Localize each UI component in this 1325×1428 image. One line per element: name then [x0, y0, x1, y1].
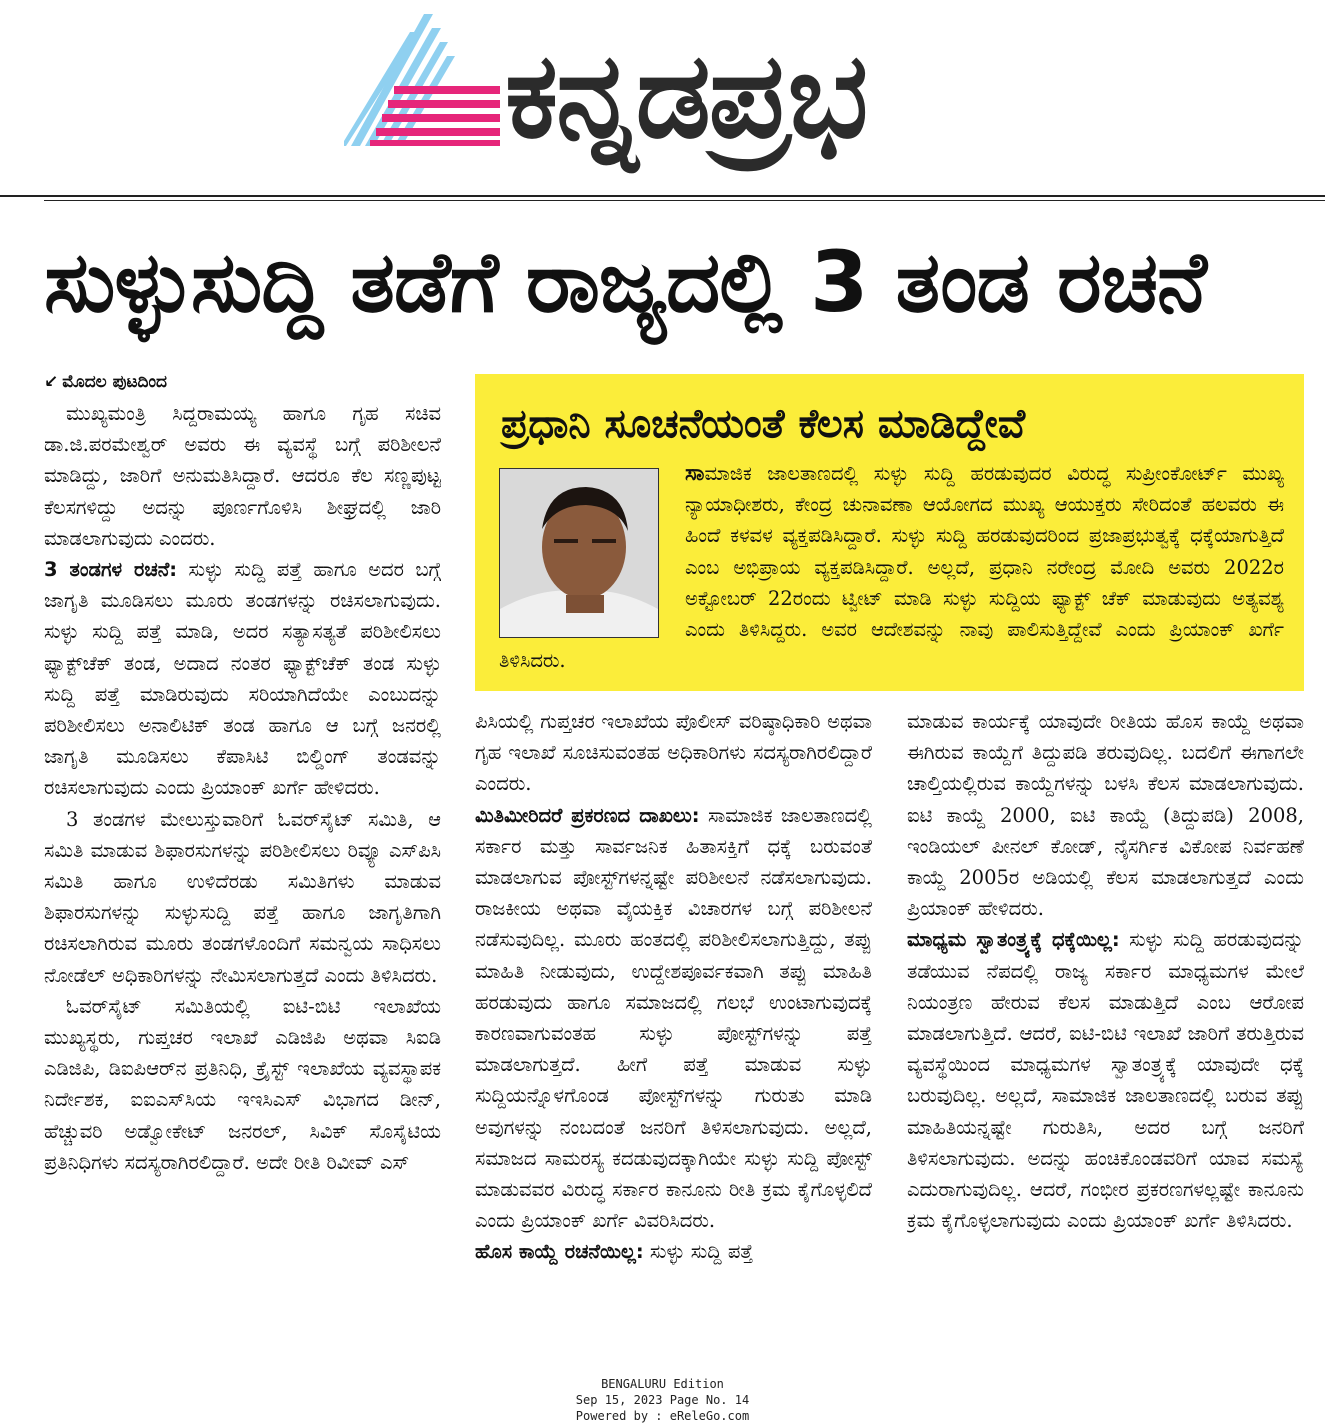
- paragraph: ಪಿಸಿಯಲ್ಲಿ ಗುಪ್ತಚರ ಇಲಾಖೆಯ ಪೊಲೀಸ್ ವರಿಷ್ಠಾಧಿಕಾರಿ ಅಥವಾ ಗೃಹ ಇಲಾಖೆ ಸೂಚಿಸುವಂತಹ ಅಧಿಕಾರಿಗಳು ಸದಸ್ಯರಾಗಿರಲಿದ್ದಾರೆ ಎಂದರು.: [475, 710, 872, 796]
- masthead-rule: [0, 195, 1325, 197]
- headline: ಸುಳ್ಳುಸುದ್ದಿ ತಡೆಗೆ ರಾಜ್ಯದಲ್ಲಿ 3 ತಂಡ ರಚನೆ: [44, 233, 1207, 331]
- subheading: ಮಿತಿಮೀರಿದರೆ ಪ್ರಕರಣದ ದಾಖಲು:: [475, 803, 700, 827]
- paragraph: ಮುಖ್ಯಮಂತ್ರಿ ಸಿದ್ದರಾಮಯ್ಯ ಹಾಗೂ ಗೃಹ ಸಚಿವ ಡಾ.ಜಿ.ಪರಮೇಶ್ವರ್ ಅವರು ಈ ವ್ಯವಸ್ಥೆ ಬಗ್ಗೆ ಪರಿಶೀಲನೆ ಮಾಡಿದ್ದು, ಜಾರಿಗೆ ಅನುಮತಿಸಿದ್ದಾರೆ. ಆದರೂ ಕೆಲ ಸಣ್ಣಪುಟ್ಟ ಕೆಲಸಗಳಿದ್ದು ಅದನ್ನು ಪೂರ್ಣಗೊಳಿಸಿ ಶೀಘ್ರದಲ್ಲಿ ಜಾರಿ ಮಾಡಲಾಗುವುದು ಎಂದರು.: [44, 402, 441, 550]
- article-column-3: [907, 706, 1304, 1368]
- edition-label: BENGALURU Edition: [601, 1377, 724, 1391]
- sidebar-box: [475, 374, 1304, 691]
- powered-by-label: Powered by : eReleGo.com: [575, 1409, 750, 1423]
- date-page-label: Sep 15, 2023 Page No. 14: [575, 1393, 750, 1407]
- continued-label: ↙ ಮೊದಲ ಪುಟದಿಂದ: [44, 368, 441, 396]
- paragraph: ಹೊಸ ಕಾಯ್ದೆ ರಚನೆಯಿಲ್ಲ: ಸುಳ್ಳು ಸುದ್ದಿ ಪತ್ತೆ: [475, 1240, 754, 1264]
- subheading: 3 ತಂಡಗಳ ರಚನೆ:: [44, 558, 178, 582]
- masthead: [0, 0, 1325, 190]
- paragraph: 3 ತಂಡಗಳ ರಚನೆ: ಸುಳ್ಳು ಸುದ್ದಿ ಪತ್ತೆ ಹಾಗೂ ಅದರ ಬಗ್ಗೆ ಜಾಗೃತಿ ಮೂಡಿಸಲು ಮೂರು ತಂಡಗಳನ್ನು ರಚಿಸಲಾಗುವುದು. ಸುಳ್ಳು ಸುದ್ದಿ ಪತ್ತೆ ಮಾಡಿ, ಅದರ ಸತ್ಯಾಸತ್ಯತೆ ಪರಿಶೀಲಿಸಲು ಫ್ಯಾಕ್ಟ್‌ಚೆಕ್ ತಂಡ, ಅದಾದ ನಂತರ ಫ್ಯಾಕ್ಟ್‌ಚೆಕ್ ತಂಡ ಸುಳ್ಳು ಸುದ್ದಿ ಪತ್ತೆ ಮಾಡಿರುವುದು ಸರಿಯಾಗಿದೆಯೇ ಎಂಬುದನ್ನು ಪರಿಶೀಲಿಸಲು ಅನಾಲಿಟಿಕ್ ತಂಡ ಹಾಗೂ ಆ ಬಗ್ಗೆ ಜನರಲ್ಲಿ ಜಾಗೃತಿ ಮೂಡಿಸಲು ಕೆಪಾಸಿಟಿ ಬಿಲ್ಡಿಂಗ್ ತಂಡವನ್ನು ರಚಿಸಲಾಗುವುದು ಎಂದು ಪ್ರಿಯಾಂಕ್ ಖರ್ಗೆ ಹೇಳಿದರು.: [44, 558, 441, 800]
- subheading: ಮಾಧ್ಯಮ ಸ್ವಾತಂತ್ರ್ಯಕ್ಕೆ ಧಕ್ಕೆಯಿಲ್ಲ:: [907, 928, 1120, 952]
- paragraph: 3 ತಂಡಗಳ ಮೇಲುಸ್ತುವಾರಿಗೆ ಓವರ್‌ಸೈಟ್ ಸಮಿತಿ, ಆ ಸಮಿತಿ ಮಾಡುವ ಶಿಫಾರಸುಗಳನ್ನು ಪರಿಶೀಲಿಸಲು ರಿವ್ಯೂ ಎಸ್‌ಪಿಸಿ ಸಮಿತಿ ಹಾಗೂ ಉಳಿದೆರಡು ಸಮಿತಿಗಳು ಮಾಡುವ ಶಿಫಾರಸುಗಳನ್ನು ಸುಳ್ಳುಸುದ್ದಿ ಪತ್ತೆ ಹಾಗೂ ಜಾಗೃತಿಗಾಗಿ ರಚಿಸಲಾಗಿರುವ ಮೂರು ತಂಡಗಳೊಂದಿಗೆ ಸಮನ್ವಯ ಸಾಧಿಸಲು ನೋಡೆಲ್ ಅಧಿಕಾರಿಗಳನ್ನು ನೇಮಿಸಲಾಗುತ್ತದೆ ಎಂದು ತಿಳಿಸಿದರು.: [44, 807, 441, 987]
- paragraph: ಮಾಧ್ಯಮ ಸ್ವಾತಂತ್ರ್ಯಕ್ಕೆ ಧಕ್ಕೆಯಿಲ್ಲ: ಸುಳ್ಳು ಸುದ್ದಿ ಹರಡುವುದನ್ನು ತಡೆಯುವ ನೆಪದಲ್ಲಿ ರಾಜ್ಯ ಸರ್ಕಾರ ಮಾಧ್ಯಮಗಳ ಮೇಲೆ ನಿಯಂತ್ರಣ ಹೇರುವ ಕೆಲಸ ಮಾಡುತ್ತಿದೆ ಎಂಬ ಆರೋಪ ಮಾಡಲಾಗುತ್ತಿದೆ. ಆದರೆ, ಐಟಿ-ಬಿಟಿ ಇಲಾಖೆ ಜಾರಿಗೆ ತರುತ್ತಿರುವ ವ್ಯವಸ್ಥೆಯಿಂದ ಮಾಧ್ಯಮಗಳ ಸ್ವಾತಂತ್ರ್ಯಕ್ಕೆ ಯಾವುದೇ ಧಕ್ಕೆ ಬರುವುದಿಲ್ಲ. ಅಲ್ಲದೆ, ಸಾಮಾಜಿಕ ಜಾಲತಾಣದಲ್ಲಿ ಬರುವ ತಪ್ಪು ಮಾಹಿತಿಯನ್ನಷ್ಟೇ ಗುರುತಿಸಿ, ಅದರ ಬಗ್ಗೆ ಜನರಿಗೆ ತಿಳಿಸಲಾಗುವುದು. ಅದನ್ನು ಹಂಚಿಕೊಂಡವರಿಗೆ ಯಾವ ಸಮಸ್ಯೆ ಎದುರಾಗುವುದಿಲ್ಲ. ಆದರೆ, ಗಂಭೀರ ಪ್ರಕರಣಗಳಲ್ಲಷ್ಟೇ ಕಾನೂನು ಕ್ರಮ ಕೈಗೊಳ್ಳಲಾಗುವುದು ಎಂದು ಪ್ರಿಯಾಂಕ್ ಖರ್ಗೆ ತಿಳಿಸಿದರು.: [907, 928, 1304, 1233]
- kannadaprabha-logo-icon: [344, 14, 500, 150]
- photo-spacer: [499, 458, 685, 630]
- box-text: ಸಾಮಾಜಿಕ ಜಾಲತಾಣದಲ್ಲಿ ಸುಳ್ಳು ಸುದ್ದಿ ಹರಡುವುದರ ವಿರುದ್ಧ ಸುಪ್ರೀಂಕೋರ್ಟ್ ಮುಖ್ಯ ನ್ಯಾಯಾಧೀಶರು, ಕೇಂದ್ರ ಚುನಾವಣಾ ಆಯೋಗದ ಮುಖ್ಯ ಆಯುಕ್ತರು ಸೇರಿದಂತೆ ಹಲವರು ಈ ಹಿಂದೆ ಕಳವಳ ವ್ಯಕ್ತಪಡಿಸಿದ್ದಾರೆ. ಸುಳ್ಳು ಸುದ್ದಿ ಹರಡುವುದರಿಂದ ಪ್ರಜಾಪ್ರಭುತ್ವಕ್ಕೆ ಧಕ್ಕೆಯಾಗುತ್ತಿದೆ ಎಂಬ ಅಭಿಪ್ರಾಯ ವ್ಯಕ್ತಪಡಿಸಿದ್ದಾರೆ. ಅಲ್ಲದೆ, ಪ್ರಧಾನಿ ನರೇಂದ್ರ ಮೋದಿ ಅವರು 2022ರ ಅಕ್ಟೋಬರ್ 22ರಂದು ಟ್ವೀಟ್ ಮಾಡಿ ಸುಳ್ಳು ಸುದ್ದಿಯ ಫ್ಯಾಕ್ಟ್ ಚೆಕ್ ಮಾಡುವುದು ಅತ್ಯವಶ್ಯ ಎಂದು ತಿಳಿಸಿದ್ದರು. ಅವರ ಆದೇಶವನ್ನು ನಾವು ಪಾಲಿಸುತ್ತಿದ್ದೇವೆ ಎಂದು ಪ್ರಿಯಾಂಕ್ ಖರ್ಗೆ ತಿಳಿಸಿದರು.: [499, 458, 1284, 678]
- paragraph: ಓವರ್‌ಸೈಟ್ ಸಮಿತಿಯಲ್ಲಿ ಐಟಿ-ಬಿಟಿ ಇಲಾಖೆಯ ಮುಖ್ಯಸ್ಥರು, ಗುಪ್ತಚರ ಇಲಾಖೆ ಎಡಿಜಿಪಿ ಅಥವಾ ಸಿಐಡಿ ಎಡಿಜಿಪಿ, ಡಿಐಪಿಆರ್‌ನ ಪ್ರತಿನಿಧಿ, ಕ್ರೈಸ್ಟ್ ಇಲಾಖೆಯ ವ್ಯವಸ್ಥಾಪಕ ನಿರ್ದೇಶಕ, ಐಐಎಸ್‌ಸಿಯ ಇಇಸಿಎಸ್ ವಿಭಾಗದ ಡೀನ್, ಹೆಚ್ಚುವರಿ ಅಡ್ವೋಕೇಟ್ ಜನರಲ್, ಸಿವಿಕ್ ಸೊಸೈಟಿಯ ಪ್ರತಿನಿಧಿಗಳು ಸದಸ್ಯರಾಗಿರಲಿದ್ದಾರೆ. ಅದೇ ರೀತಿ ರಿವೀವ್ ಎಸ್: [44, 994, 441, 1174]
- page-footer: [0, 1376, 1325, 1424]
- box-title: ಪ್ರಧಾನಿ ಸೂಚನೆಯಂತೆ ಕೆಲಸ ಮಾಡಿದ್ದೇವೆ: [501, 401, 1026, 447]
- article-column-2: [475, 706, 872, 1368]
- masthead-rule-thin: [44, 200, 1325, 201]
- subheading: ಹೊಸ ಕಾಯ್ದೆ ರಚನೆಯಿಲ್ಲ:: [475, 1240, 644, 1264]
- paragraph: ಮಿತಿಮೀರಿದರೆ ಪ್ರಕರಣದ ದಾಖಲು: ಸಾಮಾಜಿಕ ಜಾಲತಾಣದಲ್ಲಿ ಸರ್ಕಾರ ಮತ್ತು ಸಾರ್ವಜನಿಕ ಹಿತಾಸಕ್ತಿಗೆ ಧಕ್ಕೆ ಬರುವಂತೆ ಮಾಡಲಾಗುವ ಪೋಸ್ಟ್‌ಗಳನ್ನಷ್ಟೇ ಪರಿಶೀಲನೆ ನಡೆಸಲಾಗುವುದು. ರಾಜಕೀಯ ಅಥವಾ ವೈಯಕ್ತಿಕ ವಿಚಾರಗಳ ಬಗ್ಗೆ ಪರಿಶೀಲನೆ ನಡೆಸುವುದಿಲ್ಲ. ಮೂರು ಹಂತದಲ್ಲಿ ಪರಿಶೀಲಿಸಲಾಗುತ್ತಿದ್ದು, ತಪ್ಪು ಮಾಹಿತಿ ನೀಡುವುದು, ಉದ್ದೇಶಪೂರ್ವಕವಾಗಿ ತಪ್ಪು ಮಾಹಿತಿ ಹರಡುವುದು ಹಾಗೂ ಸಮಾಜದಲ್ಲಿ ಗಲಭೆ ಉಂಟಾಗುವುದಕ್ಕೆ ಕಾರಣವಾಗುವಂತಹ ಸುಳ್ಳು ಪೋಸ್ಟ್‌ಗಳನ್ನು ಪತ್ತೆ ಮಾಡಲಾಗುತ್ತದೆ. ಹೀಗೆ ಪತ್ತೆ ಮಾಡುವ ಸುಳ್ಳು ಸುದ್ದಿಯನ್ನೊಳಗೊಂಡ ಪೋಸ್ಟ್‌ಗಳನ್ನು ಗುರುತು ಮಾಡಿ ಅವುಗಳನ್ನು ನಂಬದಂತೆ ಜನರಿಗೆ ತಿಳಿಸಲಾಗುವುದು. ಅಲ್ಲದೆ, ಸಮಾಜದ ಸಾಮರಸ್ಯ ಕದಡುವುದಕ್ಕಾಗಿಯೇ ಸುಳ್ಳು ಸುದ್ದಿ ಪೋಸ್ಟ್ ಮಾಡುವವರ ವಿರುದ್ಧ ಸರ್ಕಾರ ಕಾನೂನು ರೀತಿ ಕ್ರಮ ಕೈಗೊಳ್ಳಲಿದೆ ಎಂದು ಪ್ರಿಯಾಂಕ್ ಖರ್ಗೆ ವಿವರಿಸಿದರು.: [475, 803, 872, 1233]
- arrow-left-down-icon: ↙: [44, 372, 59, 392]
- paragraph: ಮಾಡುವ ಕಾರ್ಯಕ್ಕೆ ಯಾವುದೇ ರೀತಿಯ ಹೊಸ ಕಾಯ್ದೆ ಅಥವಾ ಈಗಿರುವ ಕಾಯ್ದೆಗೆ ತಿದ್ದುಪಡಿ ತರುವುದಿಲ್ಲ. ಬದಲಿಗೆ ಈಗಾಗಲೇ ಚಾಲ್ತಿಯಲ್ಲಿರುವ ಕಾಯ್ದೆಗಳನ್ನು ಬಳಸಿ ಕೆಲಸ ಮಾಡಲಾಗುವುದು. ಐಟಿ ಕಾಯ್ದೆ 2000, ಐಟಿ ಕಾಯ್ದೆ (ತಿದ್ದುಪಡಿ) 2008, ಇಂಡಿಯಲ್ ಪೀನಲ್ ಕೋಡ್, ನೈಸರ್ಗಿಕ ವಿಕೋಪ ನಿರ್ವಹಣೆ ಕಾಯ್ದೆ 2005ರ ಅಡಿಯಲ್ಲಿ ಕೆಲಸ ಮಾಡಲಾಗುತ್ತದೆ ಎಂದು ಪ್ರಿಯಾಂಕ್ ಹೇಳಿದರು.: [907, 710, 1304, 921]
- drop-lead: ಸಾ: [685, 461, 705, 486]
- brand-name: ಕನ್ನಡಪ್ರಭ: [505, 26, 867, 164]
- article-column-1: [44, 368, 441, 1368]
